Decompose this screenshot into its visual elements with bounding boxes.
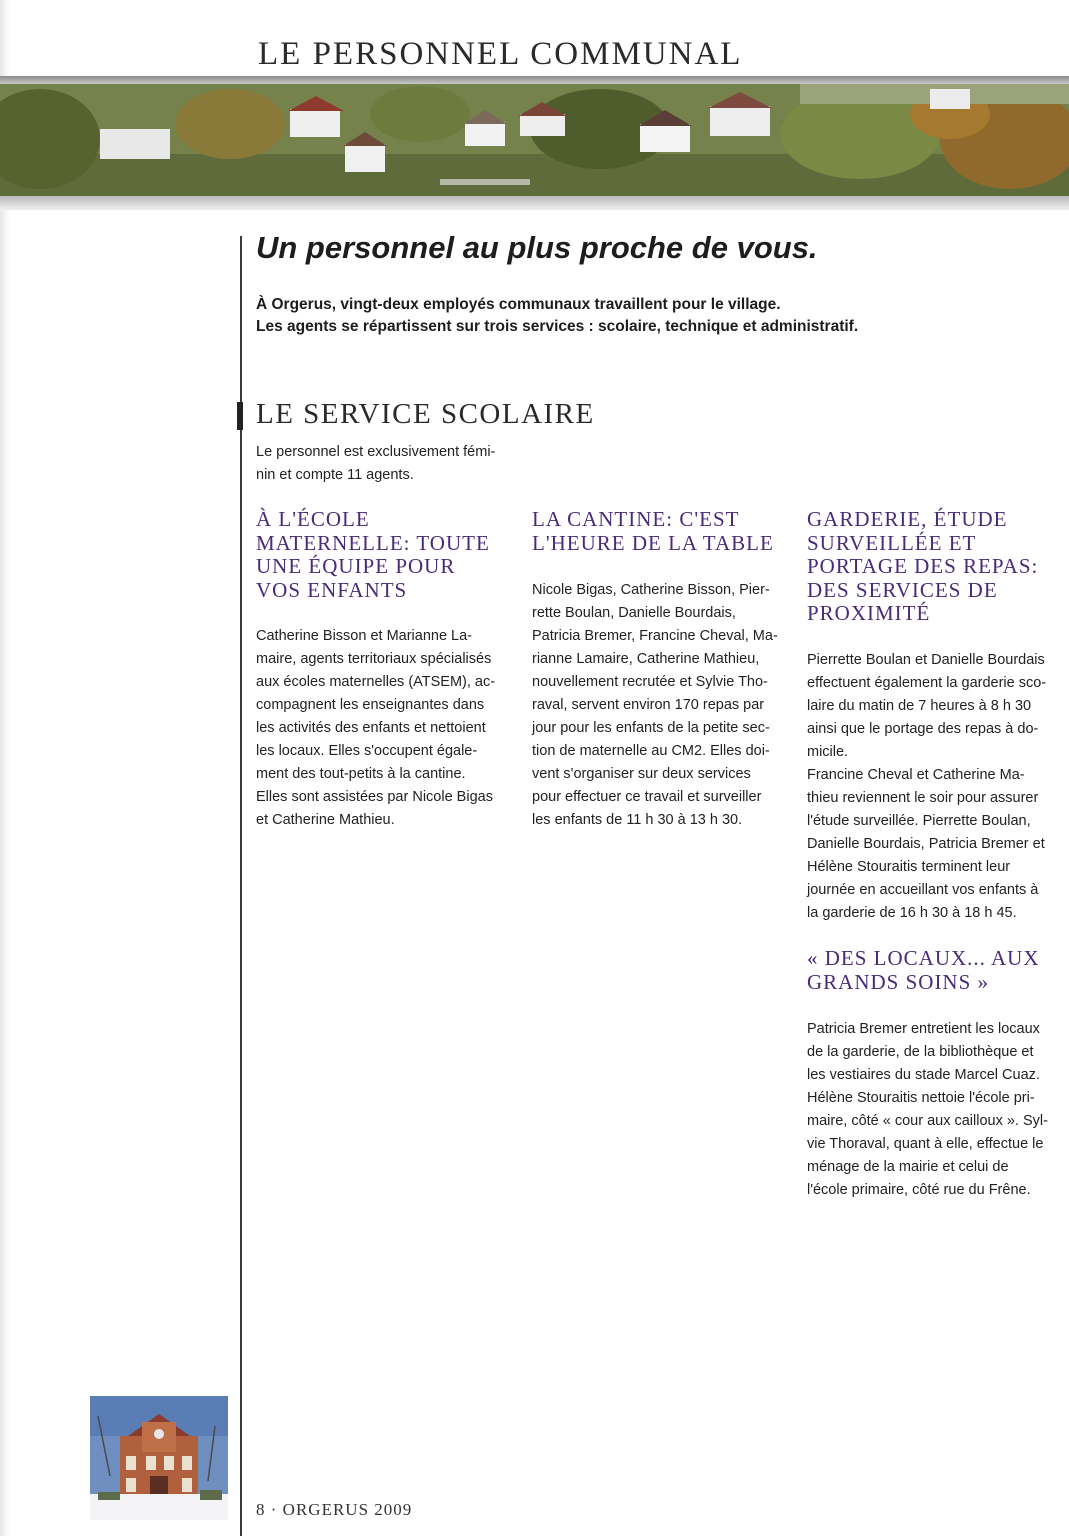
section-title: LE SERVICE SCOLAIRE	[256, 398, 595, 430]
ecole-text-line: compagnent les enseignantes dans	[256, 697, 485, 713]
garderie-text-line: Francine Cheval et Catherine Ma-	[807, 767, 1025, 783]
banner-photo	[0, 84, 1069, 196]
intro-line: Les agents se répartissent sur trois services : scolaire, technique et administratif.	[256, 318, 859, 335]
locaux-title-line: « DES LOCAUX... AUX	[807, 946, 1040, 970]
cantine-text-line: jour pour les enfants de la petite sec-	[532, 720, 770, 736]
locaux-title	[807, 947, 1040, 994]
cantine-text-line: tion de maternelle au CM2. Elles doi-	[532, 743, 770, 759]
garderie-title-line: SURVEILLÉE ET	[807, 530, 977, 555]
garderie-title-line: DES SERVICES DE	[807, 577, 998, 602]
cantine-title	[532, 508, 774, 555]
ecole-text-line: les activités des enfants et nettoient	[256, 720, 486, 736]
locaux-text-line: Patricia Bremer entretient les locaux	[807, 1021, 1040, 1037]
section-intro-line: nin et compte 11 agents.	[256, 467, 414, 483]
town-hall-illustration	[90, 1396, 228, 1520]
cantine-title-line: L'HEURE DE LA TABLE	[532, 530, 774, 555]
banner-top-bar	[0, 76, 1069, 84]
section-intro	[256, 441, 511, 487]
locaux-text-line: de la garderie, de la bibliothèque et	[807, 1044, 1034, 1060]
intro-line: À Orgerus, vingt-deux employés communaux travaillent pour le village.	[256, 296, 781, 313]
aerial-village-illustration	[0, 84, 1069, 196]
garderie-text-line: effectuent également la garderie sco-	[807, 675, 1047, 691]
locaux-title-line: GRANDS SOINS »	[807, 969, 990, 994]
locaux-text-line: maire, côté « cour aux cailloux ». Syl-	[807, 1113, 1048, 1129]
ecole-text-line: Catherine Bisson et Marianne La-	[256, 628, 473, 644]
ecole-title-line: UNE ÉQUIPE POUR	[256, 554, 456, 578]
cantine-text-line: Nicole Bigas, Catherine Bisson, Pier-	[532, 582, 770, 598]
cantine-text-line: rianne Lamaire, Catherine Mathieu,	[532, 651, 760, 667]
ecole-text-line: aux écoles maternelles (ATSEM), ac-	[256, 674, 496, 690]
cantine-text-line: Patricia Bremer, Francine Cheval, Ma-	[532, 628, 778, 644]
ecole-text-line: ment des tout-petits à la cantine.	[256, 766, 466, 782]
banner-title: LE PERSONNEL COMMUNAL	[258, 36, 743, 72]
vertical-rule	[240, 236, 242, 1536]
cantine-text-line: vent s'organiser sur deux services	[532, 766, 751, 782]
garderie-title-line: GARDERIE, ÉTUDE	[807, 507, 1008, 531]
publication-name: ORGERUS 2009	[282, 1500, 413, 1519]
locaux-text-line: l'école primaire, côté rue du Frêne.	[807, 1182, 1031, 1198]
ecole-text	[256, 625, 495, 832]
cantine-text-line: rette Boulan, Danielle Bourdais,	[532, 605, 736, 621]
garderie-text-line: journée en accueillant vos enfants à	[807, 882, 1039, 898]
garderie-text-line: ainsi que le portage des repas à do-	[807, 721, 1039, 737]
cantine-text-line: raval, servent environ 170 repas par	[532, 697, 765, 713]
ecole-title-line: MATERNELLE: TOUTE	[256, 530, 490, 555]
garderie-text-line: micile.	[807, 744, 849, 760]
garderie-text-line: Danielle Bourdais, Patricia Bremer et	[807, 836, 1045, 852]
page-headline: Un personnel au plus proche de vous.	[256, 230, 818, 265]
garderie-text-line: l'étude surveillée. Pierrette Boulan,	[807, 813, 1031, 829]
page-footer	[256, 1500, 412, 1520]
cantine-title-line: LA CANTINE: C'EST	[532, 507, 740, 531]
locaux-text-line: ménage de la mairie et celui de	[807, 1159, 1009, 1175]
garderie-text-line: Hélène Stouraitis terminent leur	[807, 859, 1011, 875]
garderie-text-line: la garderie de 16 h 30 à 18 h 45.	[807, 905, 1017, 921]
garderie-text-line: laire du matin de 7 heures à 8 h 30	[807, 698, 1032, 714]
garderie-title-line: PROXIMITÉ	[807, 601, 931, 625]
locaux-text-line: les vestiaires du stade Marcel Cuaz.	[807, 1067, 1040, 1083]
garderie-title	[807, 508, 1038, 626]
cantine-text-line: nouvellement recrutée et Sylvie Tho-	[532, 674, 768, 690]
locaux-text-line: Hélène Stouraitis nettoie l'école pri-	[807, 1090, 1035, 1106]
page-number: 8	[256, 1500, 266, 1519]
ecole-title	[256, 508, 490, 602]
section-intro-line: Le personnel est exclusivement fémi-	[256, 444, 496, 460]
garderie-title-line: PORTAGE DES REPAS:	[807, 554, 1039, 578]
page-edge	[0, 0, 10, 1536]
town-hall-photo	[90, 1396, 228, 1520]
footer-separator: ·	[270, 1500, 278, 1519]
cantine-text-line: les enfants de 11 h 30 à 13 h 30.	[532, 812, 743, 828]
ecole-text-line: les locaux. Elles s'occupent égale-	[256, 743, 478, 759]
banner-bottom-bar	[0, 196, 1069, 210]
cantine-text	[532, 579, 778, 832]
locaux-text-line: vie Thoraval, quant à elle, effectue le	[807, 1136, 1044, 1152]
garderie-text-line: Pierrette Boulan et Danielle Bourdais	[807, 652, 1045, 668]
ecole-text-line: maire, agents territoriaux spécialisés	[256, 651, 492, 667]
garderie-text-line: thieu reviennent le soir pour assurer	[807, 790, 1039, 806]
section-marker	[237, 402, 243, 430]
cantine-text-line: pour effectuer ce travail et surveiller	[532, 789, 762, 805]
ecole-text-line: Elles sont assistées par Nicole Bigas	[256, 789, 493, 805]
locaux-text	[807, 1018, 1048, 1202]
ecole-title-line: VOS ENFANTS	[256, 577, 408, 602]
garderie-text	[807, 649, 1046, 925]
intro-paragraph	[256, 294, 858, 338]
ecole-text-line: et Catherine Mathieu.	[256, 812, 395, 828]
ecole-title-line: À L'ÉCOLE	[256, 507, 370, 531]
